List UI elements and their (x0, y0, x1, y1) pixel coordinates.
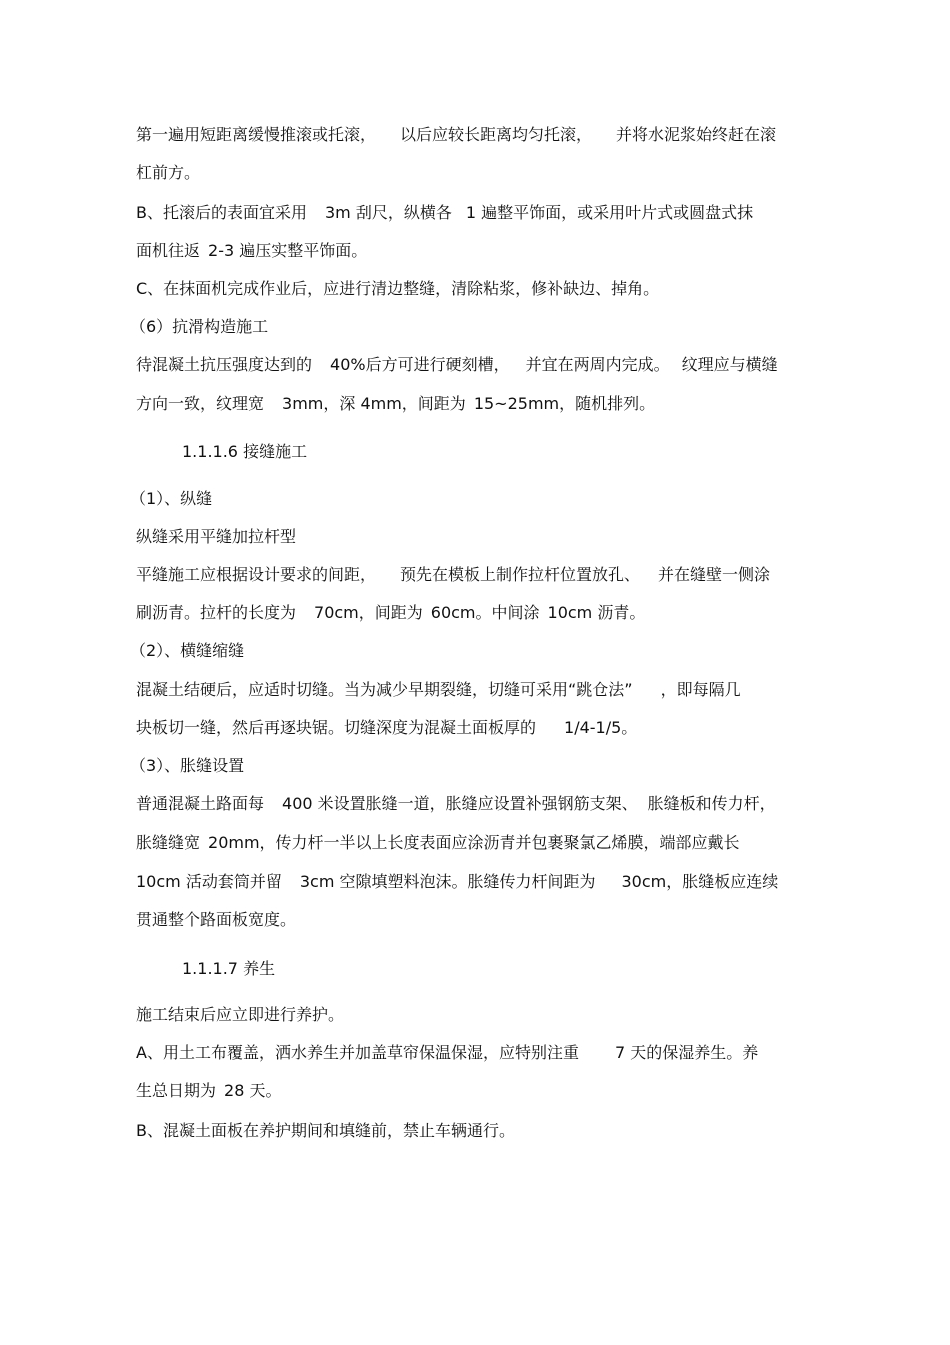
subheading-transverse-joint: （2）、横缝缩缝 (130, 641, 245, 660)
body-line-1: 第一遍用短距离缓慢推滚或托滚， 以后应较长距离均匀托滚， 并将水泥浆始终赶在滚 (136, 125, 777, 144)
body-line-11: 纵缝采用平缝加拉杆型 (136, 527, 297, 546)
item-b-curing-line: B、混凝土面板在养护期间和填缝前，禁止车辆通行。 (136, 1121, 515, 1140)
body-line-21: 贯通整个路面板宽度。 (136, 910, 297, 929)
item-b-line-2: 面机往返 2-3 遍压实整平饰面。 (136, 241, 368, 260)
subheading-expansion-joint: （3）、胀缝设置 (130, 756, 245, 775)
item-b-line-1: B、托滚后的表面宜采用 3m 刮尺，纵横各 1 遍整平饰面，或采用叶片式或圆盘式抹 (136, 203, 754, 222)
subheading-longitudinal-joint: （1）、纵缝 (130, 489, 213, 508)
body-line-20: 10cm 活动套筒并留 3cm 空隙填塑料泡沫。胀缝传力杆间距为 30cm，胀缝板应连续 (136, 872, 779, 891)
body-line-12: 平缝施工应根据设计要求的间距， 预先在模板上制作拉杆位置放孔、 并在缝壁一侧涂 (136, 565, 771, 584)
body-line-23: 施工结束后应立即进行养护。 (136, 1005, 345, 1024)
body-line-8: 方向一致，纹理宽 3mm，深 4mm，间距为 15~25mm，随机排列。 (136, 394, 656, 413)
body-line-16: 块板切一缝，然后再逐块锯。切缝深度为混凝土面板厚的 1/4-1/5。 (136, 718, 638, 737)
body-line-15: 混凝土结硬后，应适时切缝。当为减少早期裂缝，切缝可采用“跳仓法” ，即每隔几 (136, 680, 741, 699)
item-c-line: C、在抹面机完成作业后，应进行清边整缝，清除粘浆，修补缺边、掉角。 (136, 279, 660, 298)
body-line-7: 待混凝土抗压强度达到的 40%后方可进行硬刻槽， 并宜在两周内完成。 纹理应与横缝 (136, 355, 778, 374)
body-line-18: 普通混凝土路面每 400 米设置胀缝一道，胀缝应设置补强钢筋支架、 胀缝板和传力杆， (136, 794, 776, 813)
subheading-anti-slip: （6）抗滑构造施工 (130, 317, 269, 336)
body-line-13: 刷沥青。拉杆的长度为 70cm，间距为 60cm。中间涂 10cm 沥青。 (136, 603, 646, 622)
section-heading-1-1-1-6: 1.1.1.6 接缝施工 (182, 442, 308, 461)
body-line-2: 杠前方。 (136, 163, 201, 182)
item-a-line-1: A、用土工布覆盖，洒水养生并加盖草帘保温保湿，应特别注重 7 天的保湿养生。养 (136, 1043, 759, 1062)
item-a-line-2: 生总日期为 28 天。 (136, 1081, 282, 1100)
body-line-19: 胀缝缝宽 20mm，传力杆一半以上长度表面应涂沥青并包裹聚氯乙烯膜，端部应戴长 (136, 833, 740, 852)
section-heading-1-1-1-7: 1.1.1.7 养生 (182, 959, 276, 978)
